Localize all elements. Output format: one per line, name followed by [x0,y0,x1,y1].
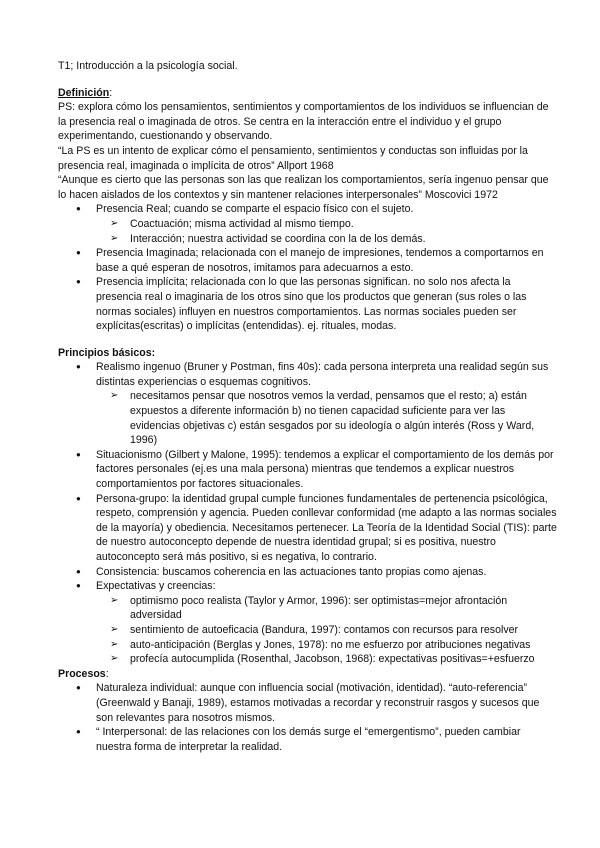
list-item-text: Presencia Real; cuando se comparte el espacio físico con el sujeto. [96,203,414,216]
list-item-text: Naturaleza individual: aunque con influencia social (motivación, identidad). “auto-referencia” (Greenwald y Banaji, 1989), estamos motivadas a recordar y reconstruir rasgos y sucesos que son relevantes para nosotros mismos. [96,682,540,724]
sub-list [96,217,558,246]
sub-list-item: ➢ sentimiento de autoeficacia (Bandura, 1997): contamos con recursos para resolver [96,623,558,638]
section-heading-procesos [58,667,558,682]
procesos-heading-colon: : [105,667,109,680]
list-item [58,246,558,275]
list-item-text: Presencia implícita; relacionada con lo que las personas significan. no solo nos afecta la presencia real o imaginaria de los otros sino que los productos que generan (sus roles o las normas sociales) influyen en nuestros comportamientos. Las normas sociales pueden ser explícitas(escritas) o implícitas (entendidas). ej. rituales, modas. [96,276,527,333]
list-item [58,565,558,580]
sub-list-item: ➢ Coactuación; misma actividad al mismo tiempo. [96,217,558,232]
list-item [58,579,558,667]
list-item-text: Realismo ingenuo (Bruner y Postman, fins 40s): cada persona interpreta una realidad según sus distintas experiencias o esquemas cognitivos. [96,361,549,388]
list-item [58,275,558,333]
sub-list-item: ➢ Interacción; nuestra actividad se coordina con la de los demás. [96,232,558,247]
list-item [58,725,558,754]
sub-list-item: ➢ optimismo poco realista (Taylor y Armor, 1996): ser optimistas=mejor afrontación adversidad [96,594,558,623]
document-title: T1; Introducción a la psicología social. [58,60,238,72]
document-page [58,59,558,754]
sub-list-item: ➢ profecía autocumplida (Rosenthal, Jacobson, 1968): expectativas positivas=+esfuerzo [96,652,558,667]
list-item [58,492,558,565]
principios-heading-text: Principios básicos: [58,346,156,359]
procesos-heading-text: Procesos [58,667,106,680]
list-item-text: “ Interpersonal: de las relaciones con los demás surge el “emergentismo”, pueden cambiar nuestra forma de interpretar la realidad. [96,726,521,753]
list-item-text: Expectativas y creencias: [96,580,216,593]
sub-list [96,594,558,667]
list-item [58,681,558,725]
list-item [58,202,558,246]
section-heading-definicion [58,86,558,101]
list-item [58,360,558,448]
principios-list [58,360,558,666]
list-item-text: Situacionismo (Gilbert y Malone, 1995): tendemos a explicar el comportamiento de los demás por factores personales (ej.es una mala persona) mientras que tendemos a explicar nuestros comportamientos por factores situacionales. [96,448,554,491]
definicion-heading-text: Definición [58,86,110,99]
definicion-paragraph: PS: explora cómo los pensamientos, sentimientos y comportamientos de los individuos se influencian de la presencia real o imaginada de otros. Se centra en la interacción entre el individuo y el grupo experimentando, cuestionando y observando. [58,101,549,143]
list-item [58,448,558,492]
definicion-paragraph: “Aunque es cierto que las personas son las que realizan los comportamientos, sería ingenuo pensar que lo hacen aislados de los contextos y sin mantener relaciones interpersonales” Moscovici 1972 [58,174,549,201]
sub-list [96,389,558,447]
list-item-text: Presencia Imaginada; relacionada con el manejo de impresiones, tendemos a comportarnos en base a qué esperan de nosotros, imitamos para adecuarnos a esto. [96,247,544,274]
list-item-text: Persona-grupo: la identidad grupal cumple funciones fundamentales de pertenencia psicológica, respeto, comprensión y agencia. Pueden conllevar conformidad (me adapto a las normas sociales de la mayoría) y obediencia. Necesitamos pertenecer. La Teoría de la Identidad Social (TIS): parte de nuestro autoconcepto depende de nuestra identidad grupal; si es positiva, nuestro autoconcepto será más positivo, si es negativa, lo contrario. [96,492,557,563]
list-item-text: Consistencia: buscamos coherencia en las actuaciones tanto propias como ajenas. [96,565,487,578]
definicion-heading-colon: : [109,86,113,99]
definicion-paragraph: “La PS es un intento de explicar cómo el pensamiento, sentimientos y conductas son influidas por la presencia real, imaginada o implícita de otros” Allport 1968 [58,144,528,172]
sub-list-item: ➢ necesitamos pensar que nosotros vemos la verdad, pensamos que el resto; a) están expuestos a diferente información b) no tienen capacidad suficiente para ver las evidencias objetivas c) están sesgados por su ideología o algún interés (Ross y Ward, 1996) [96,389,558,447]
sub-list-item: ➢ auto-anticipación (Berglas y Jones, 1978): no me esfuerzo por atribuciones negativas [96,638,558,653]
section-heading-principios [58,346,558,361]
procesos-list [58,681,558,754]
definicion-list [58,202,558,333]
